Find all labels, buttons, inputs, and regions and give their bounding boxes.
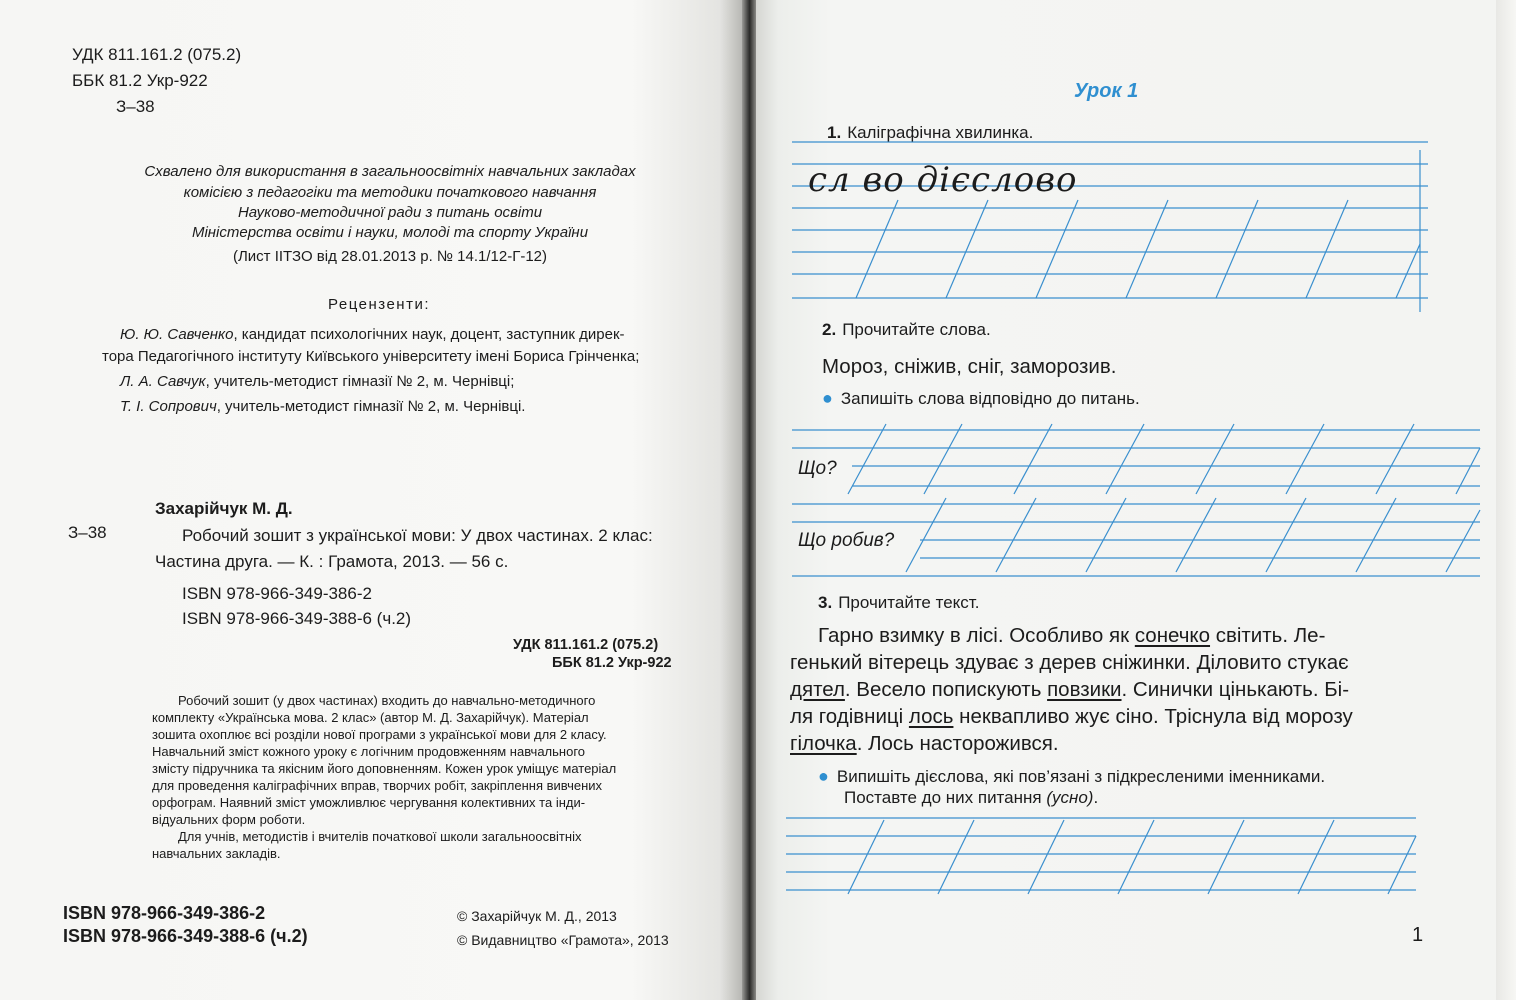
task-number: 3. <box>818 593 833 612</box>
bullet-icon: ● <box>822 388 833 408</box>
underlined-noun: дятел <box>790 678 845 701</box>
right-page <box>756 0 1496 1000</box>
text-line: гілочка. Лось насторожився. <box>790 732 1059 755</box>
annotation-line: комплекту «Українська мова. 2 клас» (автор М. Д. Захарійчук). Матеріал <box>152 710 589 725</box>
underlined-noun: гілочка <box>790 732 857 755</box>
reviewer-2: Л. А. Савчук, учитель-методист гімназії № 2, м. Чернівці; <box>120 373 515 390</box>
udk-code: УДК 811.161.2 (075.2) <box>72 45 242 64</box>
annotation-line: Робочий зошит (у двох частинах) входить до навчально-методичного <box>178 693 596 708</box>
author-name: Захарійчук М. Д. <box>155 499 293 518</box>
text-line: генький вітерець здуває з дерев сніжинки. Діловито стукає <box>790 651 1349 674</box>
word-list: Мороз, сніжив, сніг, заморозив. <box>822 355 1117 378</box>
question-what: Що? <box>798 458 837 479</box>
reviewer-1: Ю. Ю. Савченко, кандидат психологічних наук, доцент, заступник дирек- <box>120 326 625 343</box>
handwriting-sample: сл во дієслово <box>808 160 1078 200</box>
task-number: 1. <box>827 123 842 142</box>
approval-line: комісією з педагогіки та методики початкового навчання <box>183 184 597 201</box>
page-edge <box>1496 0 1516 1000</box>
question-what-did: Що робив? <box>798 530 895 551</box>
task-text: Прочитайте слова. <box>842 320 991 339</box>
task-text: Прочитайте текст. <box>838 593 980 612</box>
left-page <box>0 0 742 1000</box>
isbn-line: ISBN 978-966-349-386-2 <box>182 584 372 603</box>
udk-right: УДК 811.161.2 (075.2) <box>513 637 659 653</box>
reviewer-3: Т. І. Сопрович, учитель-методист гімназії № 2, м. Чернівці. <box>120 398 526 415</box>
annotation-line: зошита охоплює всі розділи нової програми з української мови для 2 класу. <box>152 727 607 742</box>
approval-letter: (Лист ІІТЗО від 28.01.2013 р. № 14.1/12-Г-12) <box>232 248 548 265</box>
underlined-noun: лось <box>908 705 954 728</box>
isbn-bottom: ISBN 978-966-349-386-2 <box>63 903 266 923</box>
task-3-heading <box>818 593 979 613</box>
approval-line: Міністерства освіти і науки, молоді та спорту України <box>191 224 589 241</box>
catalog-code: З–38 <box>68 523 107 542</box>
isbn-bottom: ISBN 978-966-349-388-6 (ч.2) <box>63 926 308 946</box>
task-number: 2. <box>822 320 837 339</box>
copyright-line: © Захарійчук М. Д., 2013 <box>457 908 617 924</box>
underlined-noun: повзики <box>1047 678 1122 701</box>
instruction-text: Випишіть дієслова, які пов’язані з підкресленими іменниками. <box>836 767 1326 786</box>
task-2-instruction <box>822 388 1140 409</box>
text-line: дятел. Весело попискують повзики. Синички цінькають. Бі- <box>790 678 1350 701</box>
annotation-line: навчальних закладів. <box>152 846 281 861</box>
underlined-noun: сонечко <box>1134 624 1211 647</box>
lesson-title: Урок 1 <box>1074 80 1139 102</box>
annotation-line: змісту підручника та якісним його доповненням. Кожен урок уміщує матеріал <box>152 761 617 776</box>
annotation-line: для проведення каліграфічних вправ, творчих робіт, закріплення вивчених <box>152 778 603 793</box>
bullet-icon: ● <box>818 766 829 786</box>
book-description-line: Частина друга. — К. : Грамота, 2013. — 56 с. <box>155 552 509 571</box>
page-number: 1 <box>1412 924 1424 946</box>
text-line: ля годівниці лось неквапливо жує сіно. Тріснула від морозу <box>790 705 1353 728</box>
bbk-code: ББК 81.2 Укр-922 <box>72 71 208 90</box>
annotation-line: орфограм. Наявний зміст уможливлює чергування колективних та інди- <box>152 795 586 810</box>
annotation-line: Навчальний зміст кожного уроку є логічним продовженням навчального <box>152 744 585 759</box>
task-text: Каліграфічна хвилинка. <box>847 123 1034 142</box>
task-2-heading <box>822 320 991 340</box>
book-spine <box>742 0 756 1000</box>
isbn-line: ISBN 978-966-349-388-6 (ч.2) <box>182 609 412 628</box>
text-line: Гарно взимку в лісі. Особливо як сонечко світить. Ле- <box>818 624 1326 647</box>
approval-line: Схвалено для використання в загальноосвітніх навчальних закладах <box>144 163 636 180</box>
task-1-heading <box>827 123 1033 143</box>
annotation-line: Для учнів, методистів і вчителів початкової школи загальноосвітніх <box>178 829 582 844</box>
reviewers-heading: Рецензенти: <box>328 296 430 313</box>
copyright-line: © Видавництво «Грамота», 2013 <box>457 932 669 948</box>
task3-lines <box>756 0 1496 1000</box>
task-3-instruction-cont: Поставте до них питання (усно). <box>844 788 1099 807</box>
instruction-text: Запишіть слова відповідно до питань. <box>840 389 1140 408</box>
reviewer-1-cont: тора Педагогічного інституту Київського університету імені Бориса Грінченка; <box>102 348 640 365</box>
catalog-code-top: З–38 <box>116 97 155 116</box>
annotation-line: відуальних форм роботи. <box>152 812 306 827</box>
book-description-line: Робочий зошит з української мови: У двох частинах. 2 клас: <box>182 526 653 545</box>
approval-line: Науково-методичної ради з питань освіти <box>237 204 543 221</box>
task-3-instruction <box>818 766 1325 787</box>
bbk-right: ББК 81.2 Укр-922 <box>552 655 672 671</box>
